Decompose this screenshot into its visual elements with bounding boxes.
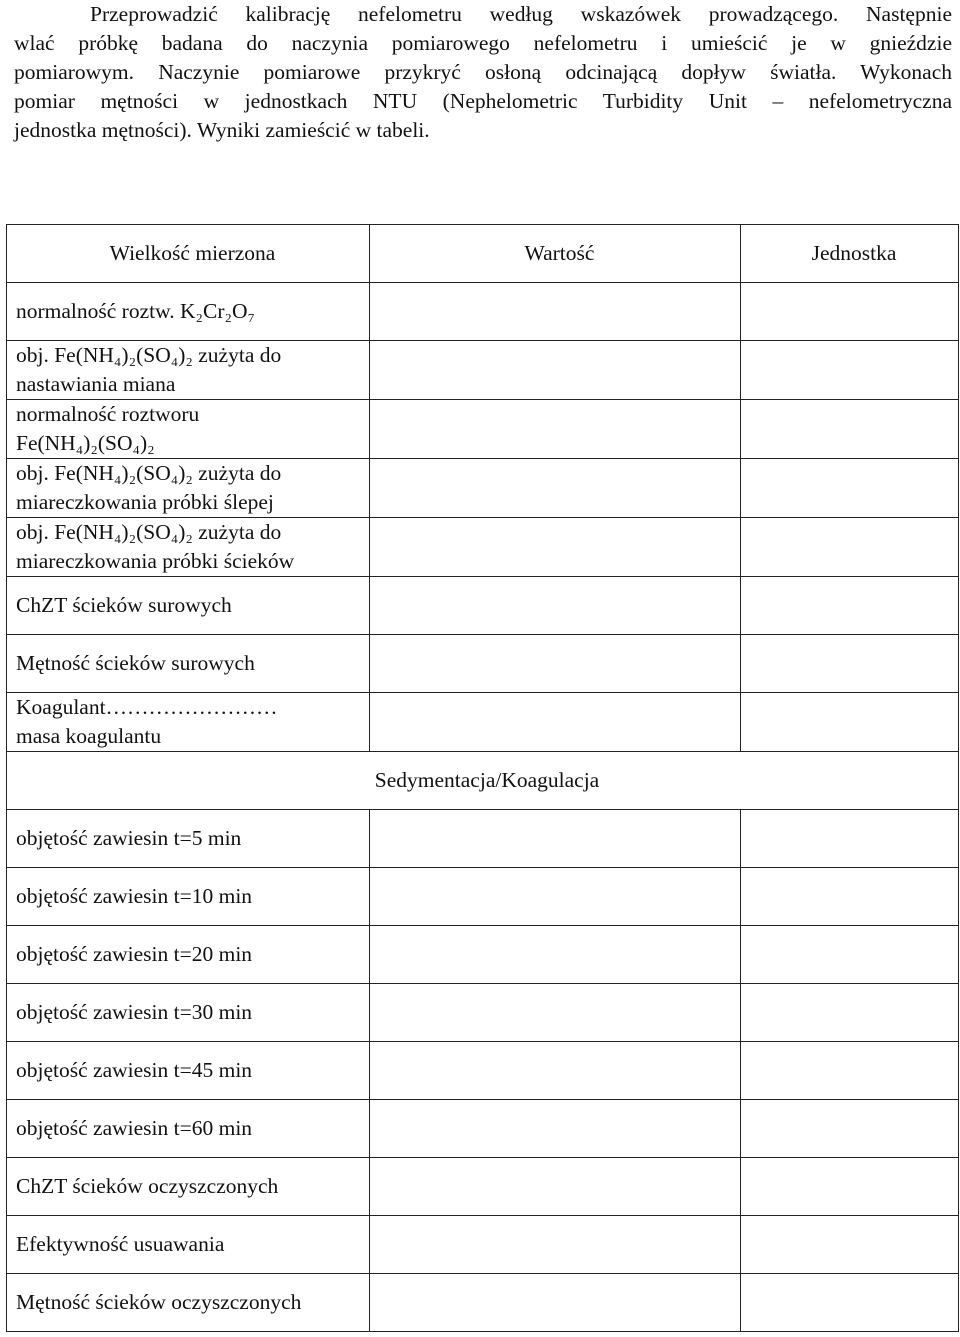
row-label: ChZT ścieków oczyszczonych	[7, 1158, 370, 1216]
section-header-row	[7, 752, 959, 810]
unit-cell[interactable]	[741, 518, 959, 577]
row-label: Efektywność usuawania	[7, 1216, 370, 1274]
value-cell[interactable]	[370, 283, 741, 341]
table-row	[7, 868, 959, 926]
section-title: Sedymentacja/Koagulacja	[7, 752, 959, 810]
table-row	[7, 984, 959, 1042]
unit-cell[interactable]	[741, 810, 959, 868]
unit-cell[interactable]	[741, 1274, 959, 1332]
table-row	[7, 810, 959, 868]
value-cell[interactable]	[370, 1042, 741, 1100]
row-label	[7, 693, 370, 752]
table-row	[7, 577, 959, 635]
row-label: objętość zawiesin t=30 min	[7, 984, 370, 1042]
row-label: objętość zawiesin t=20 min	[7, 926, 370, 984]
table-row	[7, 1100, 959, 1158]
intro-line-1: Przeprowadzić kalibrację nefelometru według wskazówek prowadzącego. Następnie	[90, 2, 952, 26]
row-label-line: Fe(NH₄)₂(SO₄)₂	[16, 431, 155, 455]
table-row	[7, 926, 959, 984]
unit-cell[interactable]	[741, 926, 959, 984]
unit-cell[interactable]	[741, 868, 959, 926]
value-cell[interactable]	[370, 1274, 741, 1332]
row-label-line: obj. Fe(NH₄)₂(SO₄)₂ zużyta do	[16, 343, 282, 367]
table-row	[7, 1158, 959, 1216]
value-cell[interactable]	[370, 810, 741, 868]
intro-line-4: pomiar mętności w jednostkach NTU (Nephelometric Turbidity Unit – nefelometryczna	[14, 89, 952, 113]
table-row	[7, 1216, 959, 1274]
row-label-line: normalność roztworu	[16, 402, 200, 426]
table-row	[7, 400, 959, 459]
row-label-line: miareczkowania próbki ślepej	[16, 490, 274, 514]
row-label	[7, 341, 370, 400]
table-row	[7, 1042, 959, 1100]
table-row	[7, 635, 959, 693]
table-header-row	[7, 225, 959, 283]
row-label: Mętność ścieków oczyszczonych	[7, 1274, 370, 1332]
intro-line-3: pomiarowym. Naczynie pomiarowe przykryć osłoną odcinającą dopływ światła. Wykonach	[14, 60, 952, 84]
table-row	[7, 1274, 959, 1332]
value-cell[interactable]	[370, 1216, 741, 1274]
header-unit: Jednostka	[741, 225, 959, 283]
row-label	[7, 518, 370, 577]
value-cell[interactable]	[370, 341, 741, 400]
unit-cell[interactable]	[741, 283, 959, 341]
header-value: Wartość	[370, 225, 741, 283]
value-cell[interactable]	[370, 984, 741, 1042]
row-label: objętość zawiesin t=45 min	[7, 1042, 370, 1100]
value-cell[interactable]	[370, 693, 741, 752]
table-row	[7, 283, 959, 341]
unit-cell[interactable]	[741, 1042, 959, 1100]
row-label-line: miareczkowania próbki ścieków	[16, 549, 295, 573]
value-cell[interactable]	[370, 518, 741, 577]
row-label-line: nastawiania miana	[16, 372, 176, 396]
value-cell[interactable]	[370, 868, 741, 926]
unit-cell[interactable]	[741, 459, 959, 518]
unit-cell[interactable]	[741, 400, 959, 459]
table-row	[7, 459, 959, 518]
value-cell[interactable]	[370, 1100, 741, 1158]
row-label	[7, 459, 370, 518]
value-cell[interactable]	[370, 577, 741, 635]
value-cell[interactable]	[370, 1158, 741, 1216]
unit-cell[interactable]	[741, 577, 959, 635]
row-label	[7, 400, 370, 459]
row-label: normalność roztw. K₂Cr₂O₇	[7, 283, 370, 341]
value-cell[interactable]	[370, 926, 741, 984]
intro-line-5: jednostka mętności). Wyniki zamieścić w tabeli.	[14, 118, 430, 142]
instructions-paragraph	[14, 0, 952, 145]
unit-cell[interactable]	[741, 1158, 959, 1216]
table-row	[7, 693, 959, 752]
value-cell[interactable]	[370, 400, 741, 459]
row-label-line: obj. Fe(NH₄)₂(SO₄)₂ zużyta do	[16, 520, 282, 544]
intro-line-2: wlać próbkę badana do naczynia pomiarowego nefelometru i umieścić je w gnieździe	[14, 31, 952, 55]
row-label: Mętność ścieków surowych	[7, 635, 370, 693]
row-label: objętość zawiesin t=5 min	[7, 810, 370, 868]
unit-cell[interactable]	[741, 635, 959, 693]
value-cell[interactable]	[370, 635, 741, 693]
row-label-line: Koagulant……………………	[16, 695, 278, 719]
table-row	[7, 518, 959, 577]
row-label-line: obj. Fe(NH₄)₂(SO₄)₂ zużyta do	[16, 461, 282, 485]
row-label: objętość zawiesin t=60 min	[7, 1100, 370, 1158]
unit-cell[interactable]	[741, 1100, 959, 1158]
row-label-line: masa koagulantu	[16, 724, 162, 748]
unit-cell[interactable]	[741, 341, 959, 400]
unit-cell[interactable]	[741, 693, 959, 752]
row-label: objętość zawiesin t=10 min	[7, 868, 370, 926]
unit-cell[interactable]	[741, 1216, 959, 1274]
header-measured-quantity: Wielkość mierzona	[7, 225, 370, 283]
value-cell[interactable]	[370, 459, 741, 518]
unit-cell[interactable]	[741, 984, 959, 1042]
table-row	[7, 341, 959, 400]
row-label: ChZT ścieków surowych	[7, 577, 370, 635]
results-table	[6, 224, 959, 1332]
